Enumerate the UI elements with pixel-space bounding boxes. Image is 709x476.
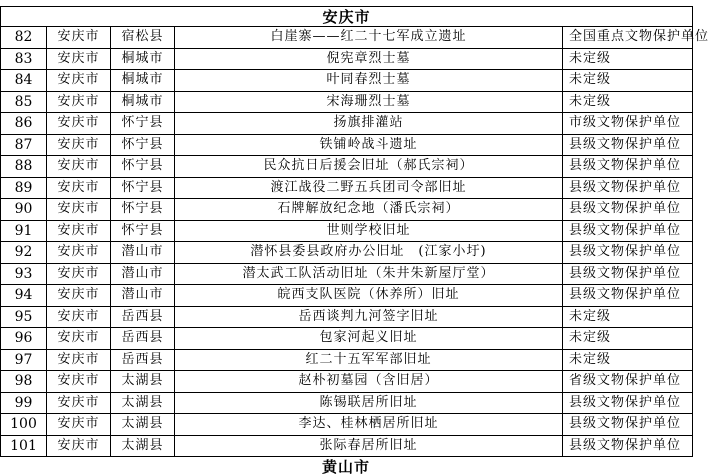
city-cell: 安庆市	[47, 242, 111, 264]
county-cell: 怀宁县	[111, 220, 175, 242]
protection-level-cell: 县级文物保护单位	[563, 414, 693, 436]
section-header-row	[1, 7, 693, 27]
site-name-cell: 民众抗日后援会旧址（郝氏宗祠）	[175, 156, 563, 178]
county-cell: 怀宁县	[111, 113, 175, 135]
city-cell: 安庆市	[47, 199, 111, 221]
county-cell: 怀宁县	[111, 199, 175, 221]
row-number-cell: 98	[1, 371, 47, 393]
row-number-cell: 87	[1, 134, 47, 156]
table-row	[1, 435, 693, 457]
table-row	[1, 134, 693, 156]
city-cell: 安庆市	[47, 349, 111, 371]
site-name-cell: 宋海珊烈士墓	[175, 91, 563, 113]
row-number-cell: 96	[1, 328, 47, 350]
site-name-cell: 倪宪章烈士墓	[175, 48, 563, 70]
city-cell: 安庆市	[47, 414, 111, 436]
protection-level-cell: 未定级	[563, 349, 693, 371]
county-cell: 怀宁县	[111, 156, 175, 178]
row-number-cell: 95	[1, 306, 47, 328]
row-number-cell: 92	[1, 242, 47, 264]
table-row	[1, 371, 693, 393]
protection-level-cell: 县级文物保护单位	[563, 392, 693, 414]
site-name-cell: 扬旗排灌站	[175, 113, 563, 135]
county-cell: 太湖县	[111, 371, 175, 393]
site-name-cell: 白崖寨——红二十七军成立遗址	[175, 27, 563, 49]
protection-level-cell: 县级文物保护单位	[563, 285, 693, 307]
city-cell: 安庆市	[47, 435, 111, 457]
county-cell: 怀宁县	[111, 134, 175, 156]
row-number-cell: 89	[1, 177, 47, 199]
section-title: 安庆市	[1, 7, 693, 27]
city-cell: 安庆市	[47, 70, 111, 92]
protection-level-cell: 未定级	[563, 306, 693, 328]
city-cell: 安庆市	[47, 306, 111, 328]
table-row	[1, 27, 693, 49]
row-number-cell: 85	[1, 91, 47, 113]
row-number-cell: 99	[1, 392, 47, 414]
table-row	[1, 48, 693, 70]
protection-level-cell: 未定级	[563, 70, 693, 92]
city-cell: 安庆市	[47, 113, 111, 135]
county-cell: 桐城市	[111, 70, 175, 92]
protection-level-cell: 县级文物保护单位	[563, 242, 693, 264]
site-name-cell: 李达、桂林栖居所旧址	[175, 414, 563, 436]
county-cell: 桐城市	[111, 48, 175, 70]
site-name-cell: 潜太武工队活动旧址（朱井朱新屋厅堂）	[175, 263, 563, 285]
county-cell: 宿松县	[111, 27, 175, 49]
table-row	[1, 156, 693, 178]
county-cell: 岳西县	[111, 349, 175, 371]
city-cell: 安庆市	[47, 91, 111, 113]
table-row	[1, 414, 693, 436]
table-row	[1, 306, 693, 328]
row-number-cell: 90	[1, 199, 47, 221]
city-cell: 安庆市	[47, 177, 111, 199]
protection-level-cell: 县级文物保护单位	[563, 435, 693, 457]
county-cell: 潜山市	[111, 285, 175, 307]
table-row	[1, 263, 693, 285]
protection-level-cell: 省级文物保护单位	[563, 371, 693, 393]
city-cell: 安庆市	[47, 392, 111, 414]
table-row	[1, 392, 693, 414]
row-number-cell: 83	[1, 48, 47, 70]
site-name-cell: 世则学校旧址	[175, 220, 563, 242]
row-number-cell: 101	[1, 435, 47, 457]
table-row	[1, 91, 693, 113]
site-name-cell: 叶同春烈士墓	[175, 70, 563, 92]
city-cell: 安庆市	[47, 328, 111, 350]
protection-level-cell: 全国重点文物保护单位	[563, 27, 693, 49]
protection-level-cell: 县级文物保护单位	[563, 156, 693, 178]
city-cell: 安庆市	[47, 134, 111, 156]
table-row	[1, 220, 693, 242]
protection-level-cell: 县级文物保护单位	[563, 177, 693, 199]
site-name-cell: 渡江战役二野五兵团司令部旧址	[175, 177, 563, 199]
protection-level-cell: 县级文物保护单位	[563, 134, 693, 156]
table-body	[1, 7, 709, 457]
heritage-sites-table	[0, 6, 709, 457]
city-cell: 安庆市	[47, 156, 111, 178]
county-cell: 太湖县	[111, 435, 175, 457]
site-name-cell: 石牌解放纪念地（潘氏宗祠）	[175, 199, 563, 221]
table-row	[1, 349, 693, 371]
city-cell: 安庆市	[47, 48, 111, 70]
site-name-cell: 陈锡联居所旧址	[175, 392, 563, 414]
row-number-cell: 86	[1, 113, 47, 135]
table-row	[1, 70, 693, 92]
city-cell: 安庆市	[47, 371, 111, 393]
protection-level-cell: 县级文物保护单位	[563, 263, 693, 285]
next-section-title: 黄山市	[321, 458, 370, 476]
row-number-cell: 88	[1, 156, 47, 178]
site-name-cell: 包家河起义旧址	[175, 328, 563, 350]
county-cell: 岳西县	[111, 328, 175, 350]
site-name-cell: 皖西支队医院（休养所）旧址	[175, 285, 563, 307]
protection-level-cell: 县级文物保护单位	[563, 220, 693, 242]
row-number-cell: 91	[1, 220, 47, 242]
site-name-cell: 赵朴初墓园（含旧居）	[175, 371, 563, 393]
row-number-cell: 82	[1, 27, 47, 49]
site-name-cell: 潜怀县委县政府办公旧址 (江家小圩)	[175, 242, 563, 264]
protection-level-cell: 未定级	[563, 91, 693, 113]
site-name-cell: 铁铺岭战斗遗址	[175, 134, 563, 156]
protection-level-cell: 未定级	[563, 48, 693, 70]
county-cell: 桐城市	[111, 91, 175, 113]
site-name-cell: 岳西谈判九河签字旧址	[175, 306, 563, 328]
table-row	[1, 113, 693, 135]
city-cell: 安庆市	[47, 285, 111, 307]
protection-level-cell: 县级文物保护单位	[563, 199, 693, 221]
table-row	[1, 177, 693, 199]
row-number-cell: 97	[1, 349, 47, 371]
row-number-cell: 94	[1, 285, 47, 307]
city-cell: 安庆市	[47, 263, 111, 285]
site-name-cell: 张际春居所旧址	[175, 435, 563, 457]
county-cell: 太湖县	[111, 414, 175, 436]
city-cell: 安庆市	[47, 220, 111, 242]
row-number-cell: 84	[1, 70, 47, 92]
row-number-cell: 100	[1, 414, 47, 436]
protection-level-cell: 市级文物保护单位	[563, 113, 693, 135]
county-cell: 潜山市	[111, 263, 175, 285]
county-cell: 怀宁县	[111, 177, 175, 199]
protection-level-cell: 未定级	[563, 328, 693, 350]
site-name-cell: 红二十五军军部旧址	[175, 349, 563, 371]
county-cell: 岳西县	[111, 306, 175, 328]
table-row	[1, 285, 693, 307]
table-row	[1, 242, 693, 264]
county-cell: 潜山市	[111, 242, 175, 264]
city-cell: 安庆市	[47, 27, 111, 49]
row-number-cell: 93	[1, 263, 47, 285]
table-row	[1, 199, 693, 221]
table-row	[1, 328, 693, 350]
county-cell: 太湖县	[111, 392, 175, 414]
